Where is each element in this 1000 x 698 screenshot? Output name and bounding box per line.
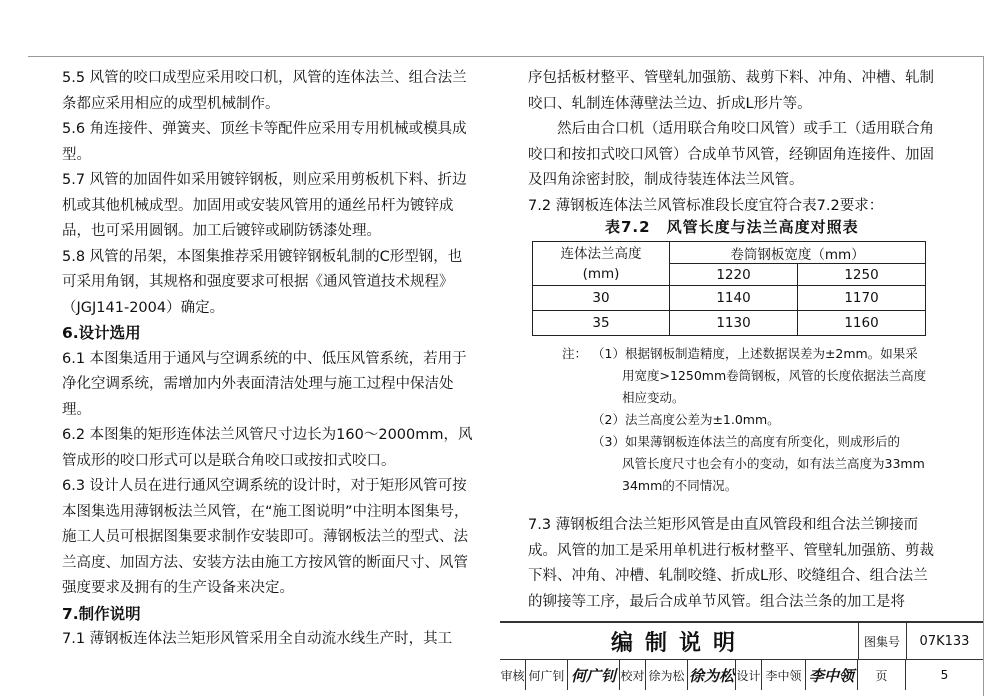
check-label: 校对 [620,660,646,690]
table-cell-value: 1160 [798,311,926,336]
page-number: 5 [940,668,949,682]
design-signature: 李中领 [806,660,858,690]
note-2: （2）法兰高度公差为±1.0mm。 [592,412,780,427]
design-label: 设计 [736,660,762,690]
design-name: 李中领 [762,660,806,690]
table-row [533,286,926,311]
notes-label: 注： [562,346,588,361]
para-6-3: 6.3 设计人员在进行通风空调系统的设计时，对于矩形风管可按本图集选用薄钢板法兰风管，在“施工图说明”中注明本图集号，施工人员可根据图集要求制作安装即可。薄钢板法兰的型式、法兰高度、加固方法、安装方法由施工方按风管的断面尺寸、风管强度要求及拥有的生产设备来决定。 [62,478,469,596]
table-cell-height: 30 [533,286,670,311]
para-7-1-cont: 序包括板材整平、管壁轧加强筋、裁剪下料、冲角、冲槽、轧制咬口、轧制连体薄壁法兰边、折成L形片等。 [528,70,934,112]
heading-6: 6.设计选用 [62,324,141,342]
table-cell-value: 1170 [798,286,926,311]
atlas-no-value: 07K133 [919,633,970,649]
table-notes [562,343,942,497]
table-cell-value: 1140 [670,286,798,311]
frame-right-line [983,56,984,696]
para-5-5: 5.5 风管的咬口成型应采用咬口机，风管的连体法兰、组合法兰条都应采用相应的成型机械制作。 [62,70,467,112]
table-header-flange-line2: (mm) [582,265,620,282]
review-name: 何广钊 [526,660,568,690]
left-column [62,66,474,653]
para-7-2: 7.2 薄钢板连体法兰风管标准段长度宜符合表7.2要求： [528,197,884,214]
heading-7: 7.制作说明 [62,604,141,623]
table-cell-height: 35 [533,311,670,336]
para-7-3: 7.3 薄钢板组合法兰矩形风管是由直风管段和组合法兰铆接而成。风管的加工是采用单机进行板材整平、管壁轧加强筋、剪裁下料、冲角、冲槽、轧制咬缝、折成L形、咬缝组合、组合法兰的铆接等工序，最后合成单节风管。组合法兰条的加工是将 [528,517,934,610]
atlas-no-label: 图集号 [858,623,907,659]
table-cell-value: 1130 [670,311,798,336]
para-6-1: 6.1 本图集适用于通风与空调系统的中、低压风管系统，若用于净化空调系统，需增加内外表面清洁处理与施工过程中保洁处理。 [62,350,467,418]
table-header-flange [533,242,670,286]
table-row [533,311,926,336]
para-7-1: 7.1 薄钢板连体法兰矩形风管采用全自动流水线生产时，其工 [62,631,453,647]
note-1-cont-1: 用宽度>1250mm卷筒钢板，风管的长度依据法兰高度 [622,368,927,383]
table-title: 表7.2 风管长度与法兰高度对照表 [605,218,859,236]
right-column-lower [528,513,940,615]
table-header-width-group: 卷筒钢板宽度（mm） [670,242,926,264]
note-3-cont-2: 34mm的不同情况。 [622,478,738,493]
right-column [528,66,940,219]
page-label: 页 [858,660,906,690]
para-5-6: 5.6 角连接件、弹簧夹、顶丝卡等配件应采用专用机械或模具成型。 [62,121,467,163]
para-5-8: 5.8 风管的吊架，本图集推荐采用镀锌钢板轧制的C形型钢，也可采用角钢，其规格和强度要求可根据《通风管道技术规程》（JGJ141-2004）确定。 [62,248,463,316]
drawing-title: 编制说明 [500,623,859,659]
check-signature: 徐为松 [688,660,736,690]
check-name: 徐为松 [646,660,688,690]
table-header-width-1: 1220 [670,264,798,286]
review-label: 审核 [500,660,526,690]
note-3: （3）如果薄钢板连体法兰的高度有所变化，则成形后的 [592,434,900,449]
table-header-width-2: 1250 [798,264,926,286]
note-1 [562,343,942,365]
length-table [532,241,926,336]
review-signature: 何广钊 [568,660,620,690]
para-6-2: 6.2 本图集的矩形连体法兰风管尺寸边长为160～2000mm，风管成形的咬口形式可以是联合角咬口或按扣式咬口。 [62,427,473,469]
table-header-flange-line1: 连体法兰高度 [560,245,642,262]
note-1-cont-2: 相应变动。 [622,390,685,405]
note-1-text: （1）根据钢板制造精度，上述数据误差为±2mm。如果采 [592,346,918,361]
title-block [500,621,983,689]
note-3-cont-1: 风管长度尺寸也会有小的变动，如有法兰高度为33mm [622,456,925,471]
para-manual: 然后由合口机（适用联合角咬口风管）或手工（适用联合角咬口和按扣式咬口风管）合成单节风管，经铆固角连接件、加固及四角涂密封胶，制成待装连体法兰风管。 [528,121,934,188]
frame-top-line [28,56,983,57]
signature-row [500,659,983,690]
para-5-7: 5.7 风管的加固件如采用镀锌钢板，则应采用剪板机下料、折边机或其他机械成型。加固用或安装风管用的通丝吊杆为镀锌成品，也可采用圆钢。加工后镀锌或刷防锈漆处理。 [62,172,467,239]
